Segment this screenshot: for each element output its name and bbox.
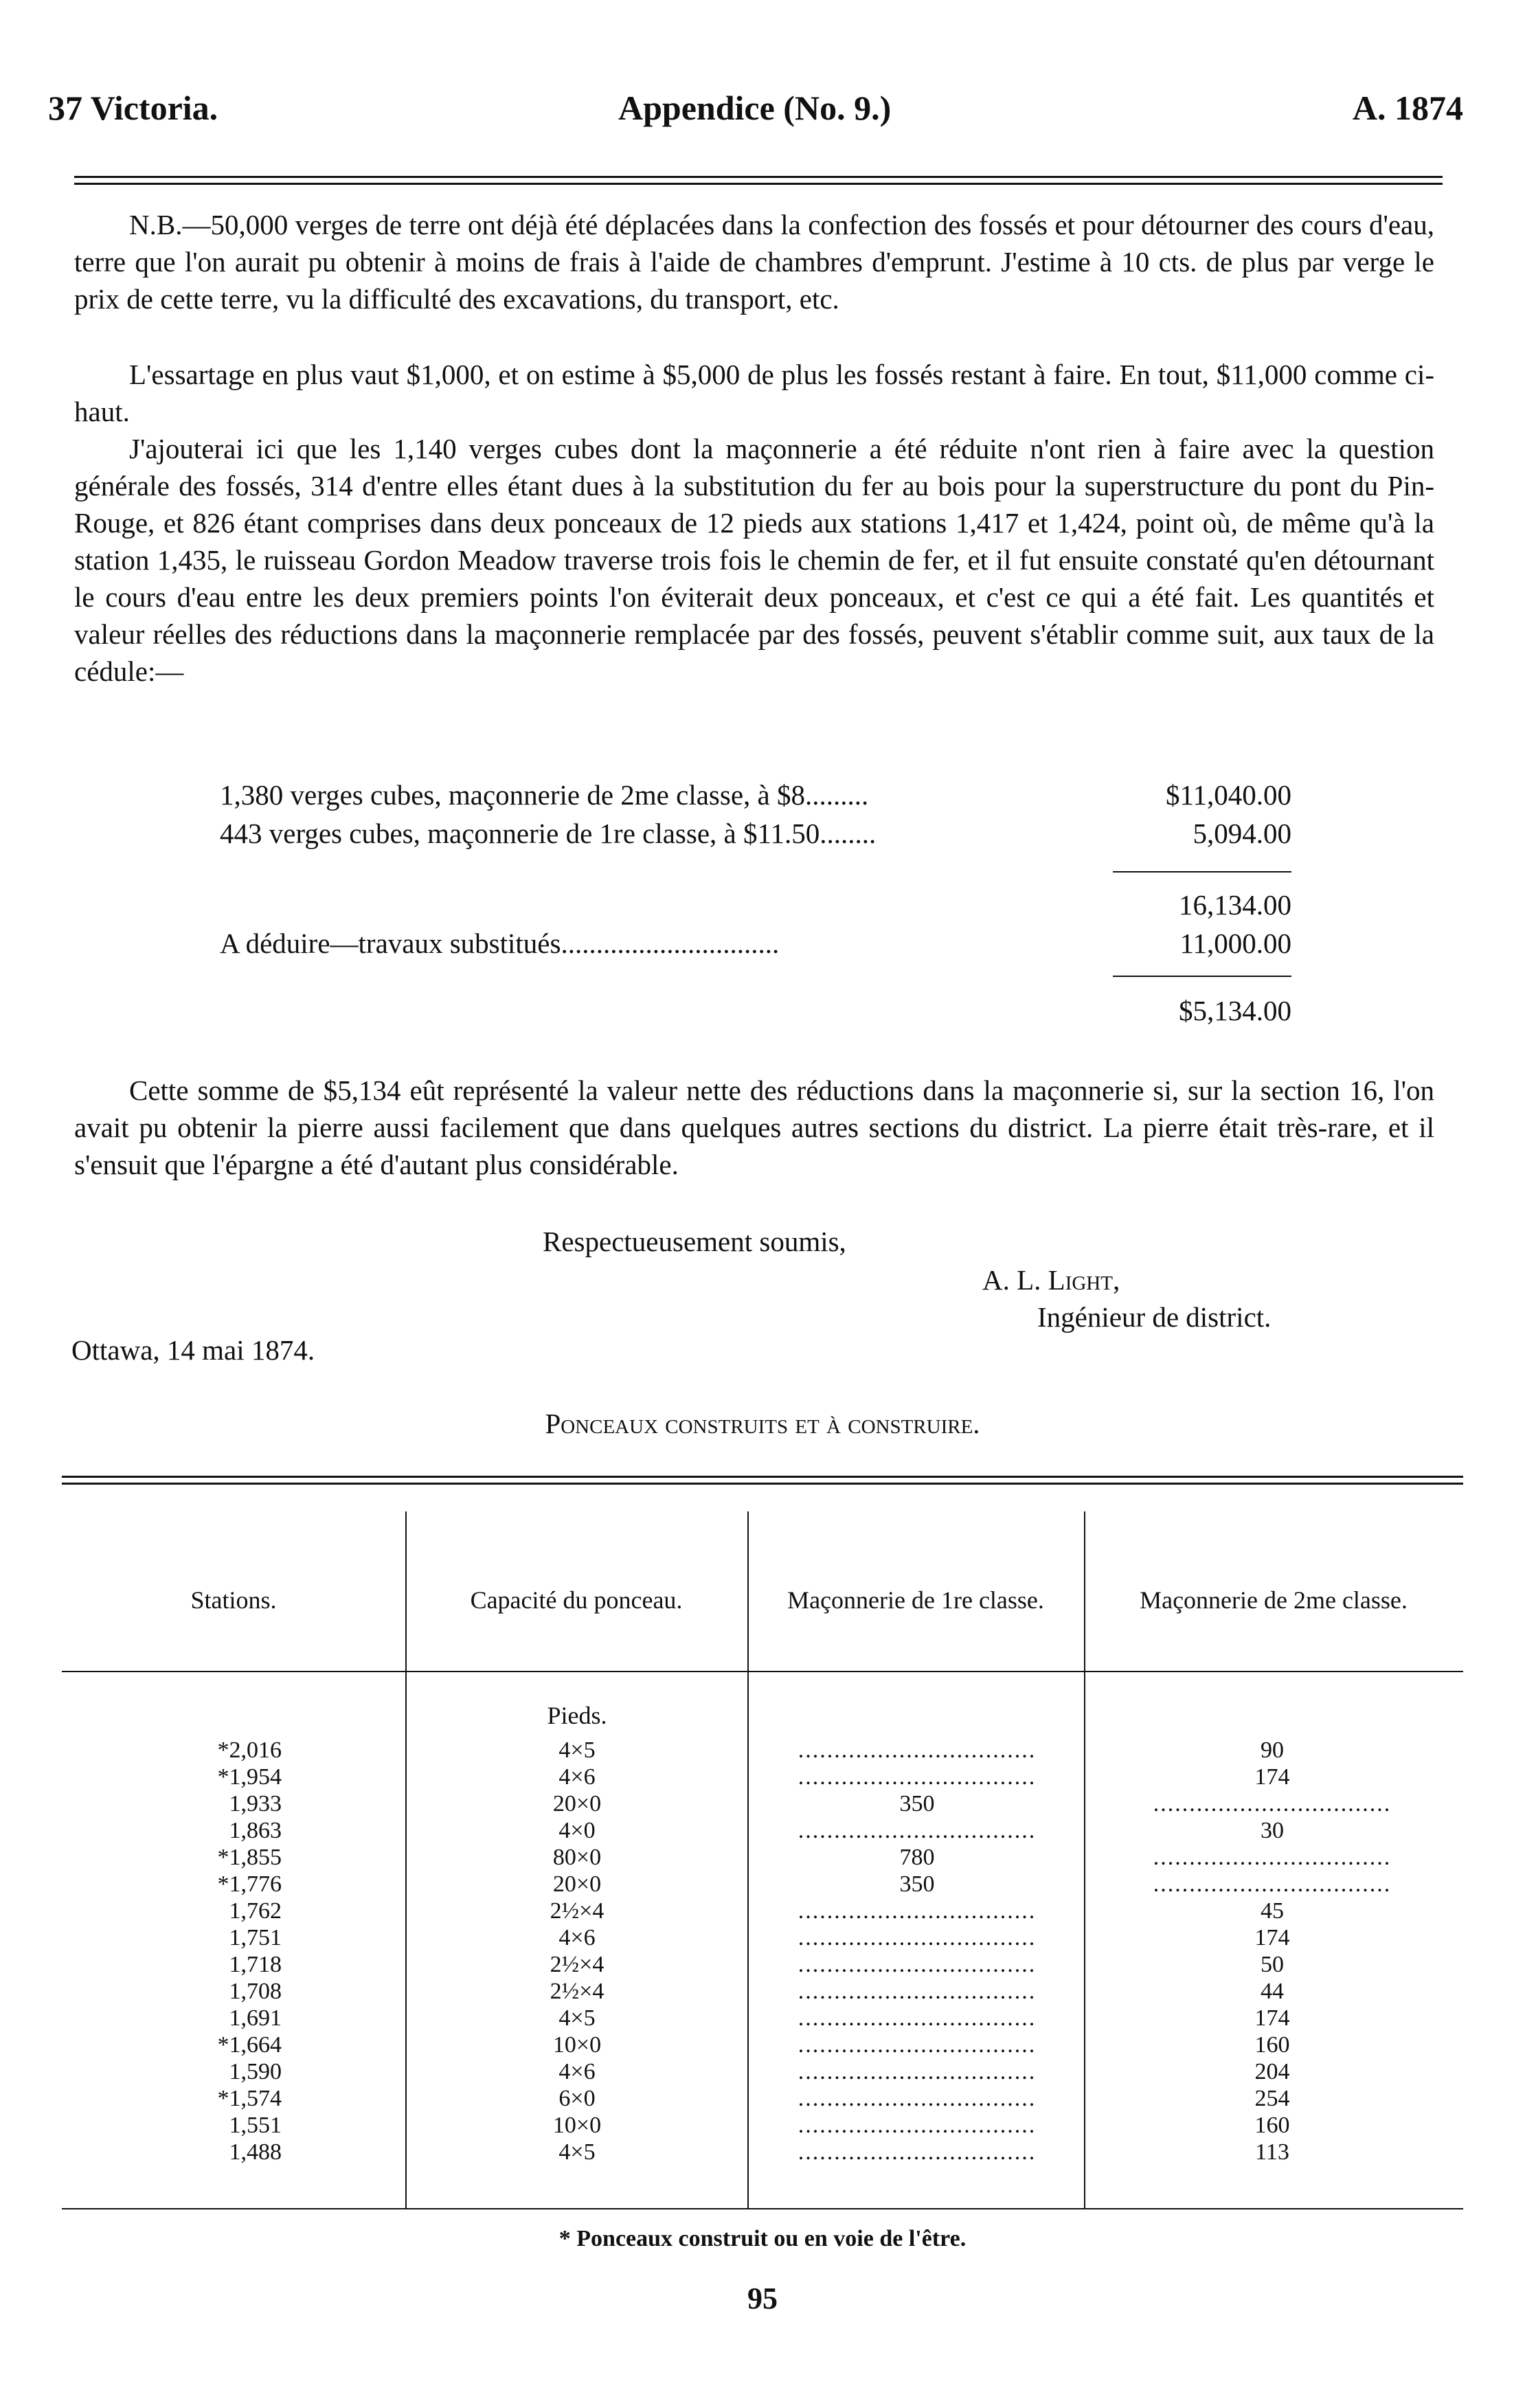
paragraph-maconnerie: J'ajouterai ici que les 1,140 verges cubes dont la maçonnerie a été réduite n'ont rien à faire avec la question générale des fossés, 314 d'entre elles étant dues à la substitution du fer au bois pour la superstructure du pont du Pin-Rouge, et 826 étant comprises dans deux ponceaux de 12 pieds aux stations 1,417 et 1,424, point où, de même qu'à la station 1,435, le ruisseau Gordon Meadow traverse trois fois le chemin de fer, et il fut ensuite constaté qu'en détournant le cours d'eau entre les deux premiers points l'on éviterait deux ponceaux, et c'est ce qui a été fait. Les quantités et valeur réelles des réductions dans la maçonnerie remplacée par des fossés, peuvent s'établir comme suit, aux taux de la cédule:—: [74, 433, 1434, 687]
first-class-cell: .................................: [798, 2005, 1037, 2031]
station-cell: 1,863: [229, 1818, 282, 1843]
account-deduct-amount: 11,000.00: [1179, 927, 1291, 959]
first-class-cell: .................................: [798, 1952, 1037, 1977]
paragraph-conclusion: Cette somme de $5,134 eût représenté la valeur nette des réductions dans la maçonnerie si, sur la section 16, l'on avait pu obtenir la pierre aussi facilement que dans quelques autres sections du district. La pierre était très-rare, et il s'ensuit que l'épargne a été d'autant plus considérable.: [74, 1074, 1434, 1180]
account-subtotal: [220, 886, 1291, 927]
account-deduct-label: A déduire—travaux substitués...............................: [220, 927, 780, 959]
first-class-cell: .................................: [798, 2139, 1037, 2165]
capacity-cell: 80×0: [552, 1845, 602, 1870]
table-rule-top-1: [62, 1476, 1463, 1478]
capacity-cell: 4×6: [558, 2059, 596, 2084]
first-class-cell: .................................: [798, 2032, 1037, 2058]
paragraph-nb: N.B.—50,000 verges de terre ont déjà été déplacées dans la confection des fossés et pour détourner des cours d'eau, terre que l'on aurait pu obtenir à moins de frais à l'aide de chambres d'emprunt. J'estime à 10 cts. de plus par verge le prix de cette terre, vu la difficulté des excavations, du transport, etc.: [74, 209, 1434, 315]
table-divider-1: [405, 1511, 407, 2208]
capacity-cell: 4×6: [558, 1925, 596, 1950]
capacity-cell: 6×0: [558, 2086, 596, 2111]
table-divider-2: [747, 1511, 749, 2208]
station-cell: *1,574: [217, 2086, 282, 2111]
second-class-cell: .................................: [1153, 1845, 1392, 1870]
capacity-cell: 20×0: [552, 1791, 602, 1816]
table-divider-3: [1084, 1511, 1085, 2208]
paragraph-essartage: L'essartage en plus vaut $1,000, et on estime à $5,000 de plus les fossés restant à faire. En tout, $11,000 comme ci-haut.: [74, 359, 1434, 427]
header-year: A. 1874: [1352, 89, 1463, 127]
second-class-cell: 204: [1254, 2059, 1290, 2084]
table-title: [0, 1407, 1525, 1440]
first-class-cell: 350: [899, 1871, 935, 1897]
page-header: [48, 88, 1463, 143]
account-line-1-amount: $11,040.00: [1166, 779, 1291, 811]
station-cell: *1,776: [217, 1871, 282, 1897]
capacity-cell: 4×5: [558, 1737, 596, 1763]
first-class-cell: .................................: [798, 1925, 1037, 1950]
header-rule-bottom: [74, 183, 1443, 185]
capacity-unit: Pieds.: [547, 1702, 607, 1729]
header-appendix: Appendice (No. 9.): [618, 89, 892, 127]
account-line-2: [220, 815, 1291, 856]
account-deduct: [220, 925, 1291, 966]
signature-closing: Respectueusement soumis,: [543, 1226, 846, 1257]
second-class-cell: 160: [1254, 2113, 1290, 2138]
station-cell: *1,954: [217, 1764, 282, 1790]
account-line-2-label: 443 verges cubes, maçonnerie de 1re classe, à $11.50........: [220, 818, 877, 849]
second-class-cell: .................................: [1153, 1871, 1392, 1897]
table-rule-header: [62, 1671, 1463, 1672]
second-class-cell: 90: [1261, 1737, 1284, 1763]
first-class-cell: .................................: [798, 1818, 1037, 1843]
capacity-cell: 2½×4: [550, 1979, 605, 2004]
capacity-cell: 2½×4: [550, 1898, 605, 1924]
second-class-cell: 160: [1254, 2032, 1290, 2058]
first-class-cell: .................................: [798, 2113, 1037, 2138]
second-class-cell: 254: [1254, 2086, 1290, 2111]
signature-title: Ingénieur de district.: [1037, 1301, 1272, 1333]
station-cell: 1,718: [229, 1952, 282, 1977]
station-cell: 1,488: [229, 2139, 282, 2165]
account-total-amount: $5,134.00: [1179, 995, 1291, 1026]
capacity-cell: 4×0: [558, 1818, 596, 1843]
header-session: 37 Victoria.: [48, 89, 218, 127]
capacity-cell: 10×0: [552, 2032, 602, 2058]
header-rule-top: [74, 176, 1443, 178]
second-class-cell: 113: [1255, 2139, 1289, 2165]
second-class-cell: 174: [1254, 1764, 1290, 1790]
second-class-cell: 45: [1261, 1898, 1284, 1924]
signature-place-date: Ottawa, 14 mai 1874.: [71, 1334, 315, 1366]
column-first-class: [756, 1737, 1078, 2165]
column-capacity: [508, 1737, 646, 2165]
page-number: 95: [747, 2282, 778, 2315]
station-cell: 1,691: [229, 2005, 282, 2031]
station-cell: 1,762: [229, 1898, 282, 1924]
capacity-cell: 4×5: [558, 2005, 596, 2031]
station-cell: 1,708: [229, 1979, 282, 2004]
second-class-cell: 174: [1254, 1925, 1290, 1950]
first-class-cell: 350: [899, 1791, 935, 1816]
station-cell: 1,551: [229, 2113, 282, 2138]
header-stations: Stations.: [190, 1586, 277, 1614]
account-line-1: [220, 776, 1291, 818]
capacity-cell: 4×6: [558, 1764, 596, 1790]
second-class-cell: .................................: [1153, 1791, 1392, 1816]
capacity-cell: 20×0: [552, 1871, 602, 1897]
table-footnote: * Ponceaux construit ou en voie de l'être.: [558, 2226, 967, 2251]
account-rule-1: [1113, 871, 1291, 873]
account-rule-2: [1113, 976, 1291, 977]
column-second-class: [1094, 1737, 1451, 2165]
first-class-cell: 780: [899, 1845, 935, 1870]
header-capacite: Capacité du ponceau.: [470, 1586, 683, 1614]
second-class-cell: 174: [1254, 2005, 1290, 2031]
first-class-cell: .................................: [798, 1764, 1037, 1790]
account-line-1-label: 1,380 verges cubes, maçonnerie de 2me classe, à $8.........: [220, 779, 869, 811]
second-class-cell: 50: [1261, 1952, 1284, 1977]
capacity-cell: 4×5: [558, 2139, 596, 2165]
column-stations: [124, 1737, 282, 2165]
first-class-cell: .................................: [798, 2059, 1037, 2084]
station-cell: 1,590: [229, 2059, 282, 2084]
table-title-text: Ponceaux construits et à construire.: [545, 1408, 980, 1439]
station-cell: 1,751: [229, 1925, 282, 1950]
header-maconnerie-2me: Maçonnerie de 2me classe.: [1140, 1586, 1408, 1614]
station-cell: *1,664: [217, 2032, 282, 2058]
capacity-cell: 10×0: [552, 2113, 602, 2138]
station-cell: *2,016: [217, 1737, 282, 1763]
capacity-cell: 2½×4: [550, 1952, 605, 1977]
account-line-2-amount: 5,094.00: [1193, 818, 1291, 849]
second-class-cell: 30: [1261, 1818, 1284, 1843]
signature-name: A. L. Light,: [982, 1264, 1120, 1296]
first-class-cell: .................................: [798, 1979, 1037, 2004]
first-class-cell: .................................: [798, 1737, 1037, 1763]
first-class-cell: .................................: [798, 2086, 1037, 2111]
account-subtotal-amount: 16,134.00: [1179, 889, 1291, 921]
second-class-cell: 44: [1261, 1979, 1284, 2004]
account-total: [220, 992, 1291, 1033]
header-maconnerie-1re: Maçonnerie de 1re classe.: [787, 1586, 1044, 1614]
station-cell: *1,855: [217, 1845, 282, 1870]
station-cell: 1,933: [229, 1791, 282, 1816]
first-class-cell: .................................: [798, 1898, 1037, 1924]
table-rule-bottom: [62, 2208, 1463, 2209]
table-rule-top-2: [62, 1483, 1463, 1485]
